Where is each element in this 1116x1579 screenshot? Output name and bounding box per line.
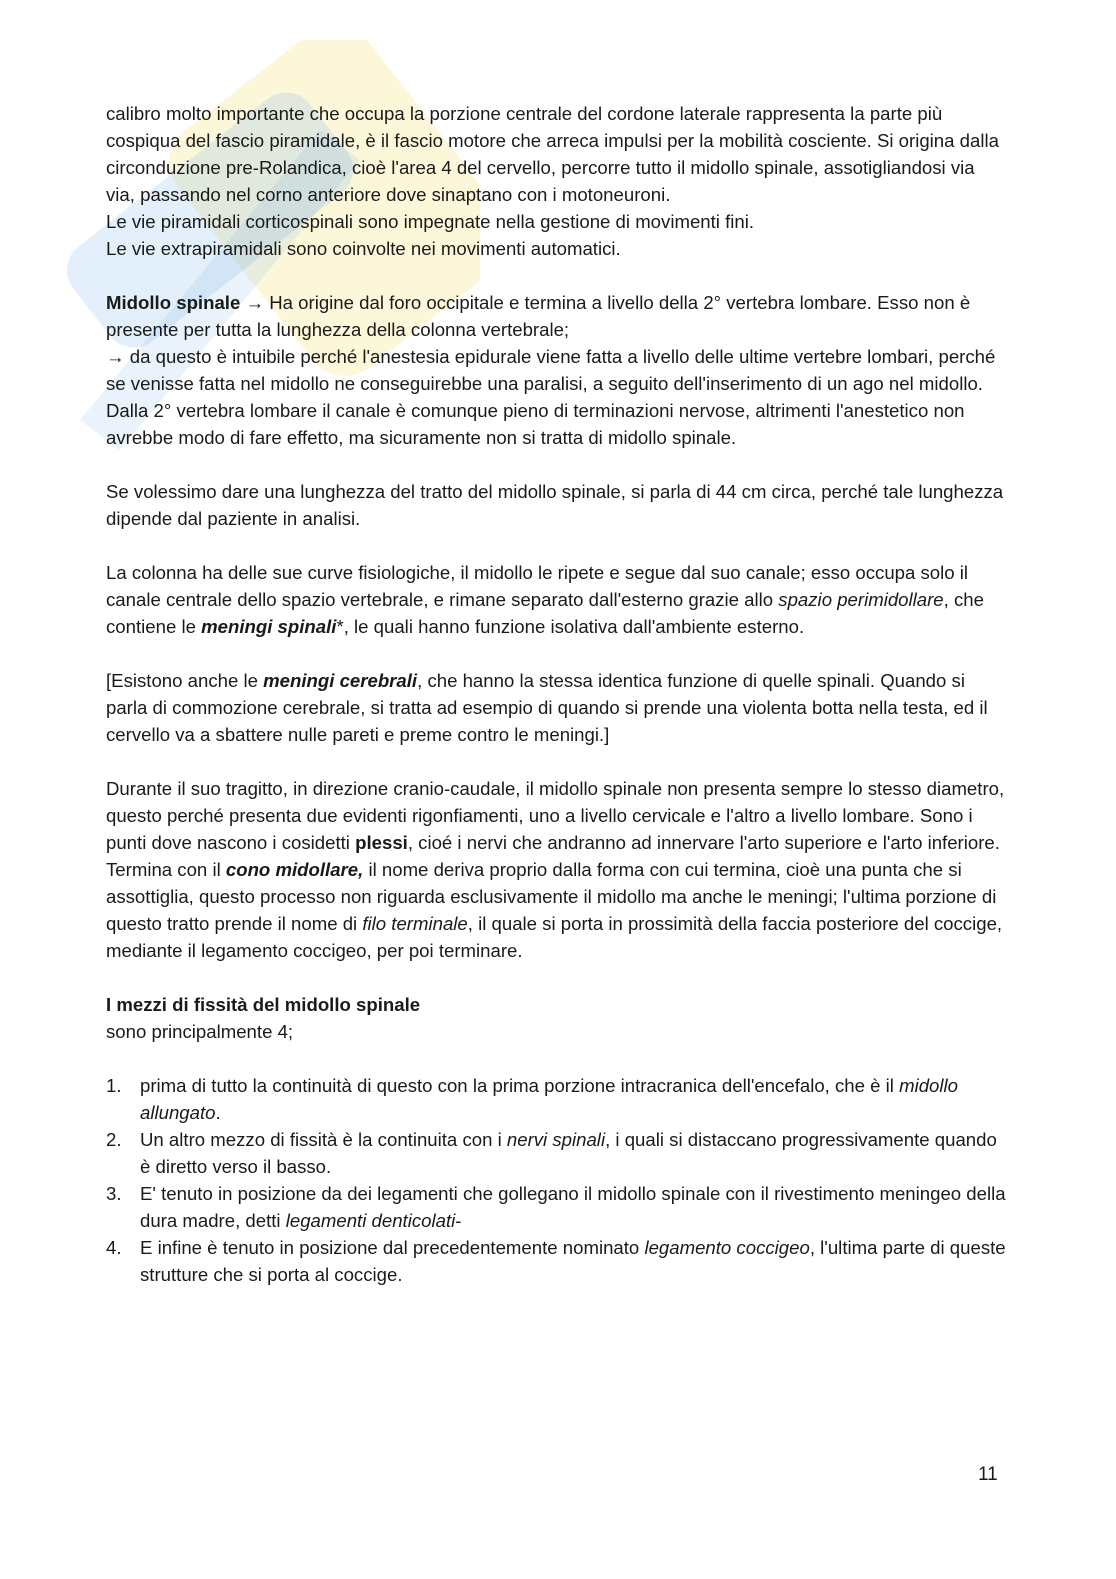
plessi-term: plessi	[355, 832, 408, 853]
arrow-icon: →	[106, 346, 125, 367]
cono-midollare: cono midollare,	[225, 859, 364, 880]
page-number: 11	[978, 1464, 998, 1485]
list-item: 4. E infine è tenuto in posizione dal precedentemente nominato legamento coccigeo, l'ultima parte di queste strutture che si porta al coccige.	[106, 1237, 1006, 1285]
meningi-cerebrali-paragraph: [Esistono anche le meningi cerebrali, che hanno la stessa identica funzione di quelle spinali. Quando si parla di commozione cerebrale, si tratta ad esempio di quando si prende una violenta botta nella testa, ed il cervello va a sbattere nulle pareti e preme contro le meningi.]	[106, 670, 988, 745]
intro-paragraph: calibro molto importante che occupa la porzione centrale del cordone laterale rappresenta la parte più cospiqua del fascio piramidale, è il fascio motore che arreca impulsi per la mobilità cosciente. Si origina dalla circonduzione pre-Rolandica, cioè l'area 4 del cervello, percorre tutto il midollo spinale, assotigliandosi via via, passando nel corno anteriore dove sinaptano con i motoneuroni.	[106, 103, 999, 205]
tragitto-paragraph: Durante il suo tragitto, in direzione cranio-caudale, il midollo spinale non presenta sempre lo stesso diametro, questo perché presenta due evidenti rigonfiamenti, uno a livello cervicale e l'altro a livello lombare. Sono i punti dove nascono i cosidetti plessi, cioé i nervi che andranno ad innervare l'arto superiore e l'arto inferiore.	[106, 778, 1005, 853]
midollo-term: Midollo spinale	[106, 292, 241, 313]
epidurale-paragraph: → da questo è intuibile perché l'anestesia epidurale viene fatta a livello delle ultime vertebre lombari, perché se venisse fatta nel midollo ne conseguirebbe una paralisi, a seguito dell'inserimento di un ago nel midollo. Dalla 2° vertebra lombare il canale è comunque pieno di terminazioni nervose, altrimenti l'anestetico non avrebbe modo di fare effetto, ma sicuramente non si tratta di midollo spinale.	[106, 346, 996, 448]
meningi-cerebrali: meningi cerebrali	[263, 670, 418, 691]
page-content	[106, 100, 1006, 1288]
piramidali-line: Le vie piramidali corticospinali sono impegnate nella gestione di movimenti fini.	[106, 211, 755, 232]
lunghezza-paragraph: Se volessimo dare una lunghezza del tratto del midollo spinale, si parla di 44 cm circa, perché tale lunghezza dipende dal paziente in analisi.	[106, 481, 1004, 529]
fissita-list	[106, 1072, 1006, 1288]
colonna-paragraph: La colonna ha delle sue curve fisiologiche, il midollo le ripete e segue dal suo canale; esso occupa solo il canale centrale dello spazio vertebrale, e rimane separato dall'esterno grazie allo spazio perimidollare, che contiene le meningi spinali*, le quali hanno funzione isolativa dall'ambiente esterno.	[106, 562, 984, 637]
cono-paragraph: Termina con il cono midollare, il nome deriva proprio dalla forma con cui termina, cioè una punta che si assottiglia, questo processo non riguarda esclusivamente il midollo ma anche le meningi; l'ultima porzione di questo tratto prende il nome di filo terminale, il quale si porta in prossimità della faccia posteriore del coccige, mediante il legamento coccigeo, per poi terminare.	[106, 859, 1003, 961]
meningi-spinali: meningi spinali	[201, 616, 337, 637]
filo-terminale: filo terminale	[362, 913, 468, 934]
fissita-subheading: sono principalmente 4;	[106, 1021, 294, 1042]
arrow-icon: →	[245, 292, 265, 313]
list-item: 1. prima di tutto la continuità di questo con la prima porzione intracranica dell'encefalo, che è il midollo allungato.	[106, 1075, 958, 1123]
list-item: 2. Un altro mezzo di fissità è la continuita con i nervi spinali, i quali si distaccano progressivamente quando è diretto verso il basso.	[106, 1129, 997, 1177]
list-item: 3. E' tenuto in posizione da dei legamenti che gollegano il midollo spinale con il rivestimento meningeo della dura madre, detti legamenti denticolati-	[106, 1183, 1006, 1231]
fissita-heading: I mezzi di fissità del midollo spinale	[106, 994, 421, 1015]
extrapiramidali-line: Le vie extrapiramidali sono coinvolte nei movimenti automatici.	[106, 238, 621, 259]
midollo-definition: Midollo spinale → Ha origine dal foro occipitale e termina a livello della 2° vertebra lombare. Esso non è presente per tutta la lunghezza della colonna vertebrale;	[106, 292, 971, 340]
spazio-perimidollare: spazio perimidollare	[778, 589, 944, 610]
